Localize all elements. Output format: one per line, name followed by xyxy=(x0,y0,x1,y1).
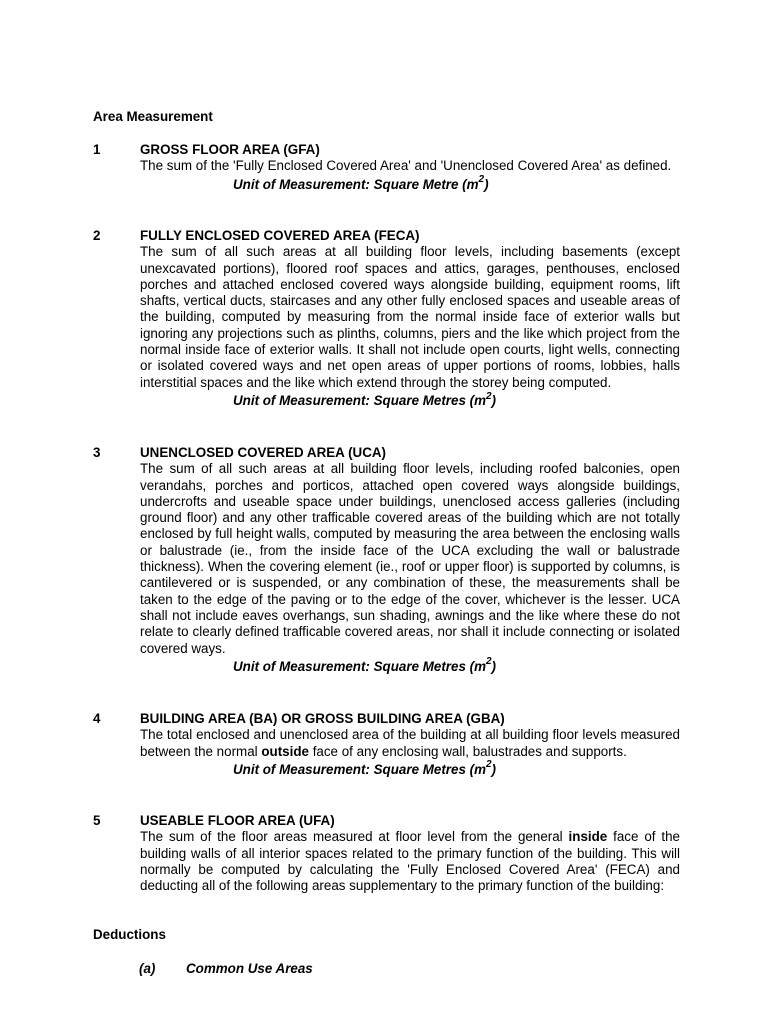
section-text xyxy=(140,829,680,894)
deduction-item xyxy=(139,961,313,977)
section-heading: USEABLE FLOOR AREA (UFA) xyxy=(140,813,335,828)
section-text xyxy=(140,158,680,174)
section-number: 5 xyxy=(93,813,101,828)
section-number: 4 xyxy=(93,711,101,726)
section-text xyxy=(140,727,680,760)
unit-superscript: 2 xyxy=(478,174,485,186)
unit-superscript: 2 xyxy=(485,656,492,668)
section-text-emphasis: outside xyxy=(261,743,309,759)
section-number: 2 xyxy=(93,228,101,243)
section-body xyxy=(140,813,680,894)
section-body xyxy=(140,142,680,193)
section-number: 1 xyxy=(93,142,101,157)
unit-superscript: 2 xyxy=(485,759,492,771)
section-body xyxy=(140,228,680,409)
unit-of-measurement xyxy=(233,174,680,193)
unit-label: Unit of Measurement: Square Metre (m xyxy=(233,176,479,192)
section-text-part: The sum of the 'Fully Enclosed Covered Area' and 'Unenclosed Covered Area' as defined. xyxy=(140,158,672,174)
unit-label: Unit of Measurement: Square Metres (m xyxy=(233,392,486,408)
section-text-part: The sum of all such areas at all building floor levels, including basements (except unexcavated portions), floored roof spaces and attics, garages, penthouses, enclosed porches and attached enclosed covered ways alongside building, equipment rooms, lift shafts, vertical ducts, staircases and any other fully enclosed spaces and useable areas of the building, computed by measuring from the normal inside face of exterior walls but ignoring any projections such as plinths, columns, piers and the like which project from the normal inside face of exterior walls. It shall not include open courts, light wells, connecting or isolated covered ways and net open areas of upper portions of rooms, lobbies, halls interstitial spaces and the like which extend through the storey being computed. xyxy=(140,244,680,390)
section-number: 3 xyxy=(93,445,101,460)
unit-label: Unit of Measurement: Square Metres (m xyxy=(233,761,486,777)
deduction-item-label: Common Use Areas xyxy=(186,961,313,976)
deductions-title: Deductions xyxy=(93,927,166,942)
section-heading: FULLY ENCLOSED COVERED AREA (FECA) xyxy=(140,228,420,243)
section-text-part: The sum of all such areas at all building floor levels, including roofed balconies, open verandahs, porches and porticos, attached open covered ways alongside buildings, undercrofts and useable space under buildings, unenclosed access galleries (including ground floor) and any other trafficable covered areas of the building which are not totally enclosed by full height walls, computed by measuring the area between the enclosing walls or balustrade (ie., from the inside face of the UCA excluding the wall or balustrade thickness). When the covering element (ie., roof or upper floor) is supported by columns, is cantilevered or is suspended, or any combination of these, the measurements shall be taken to the edge of the paving or to the edge of the cover, whichever is the lesser. UCA shall not include eaves overhangs, sun shading, awnings and the like where these do not relate to clearly defined trafficable covered areas, nor shall it include connecting or isolated covered ways. xyxy=(140,461,680,656)
section-body xyxy=(140,445,680,675)
section-text-part: face of the building walls of all interior spaces related to the primary function of the building. This will normally be computed by calculating the 'Fully Enclosed Covered Area' (FECA) and deducting all of the following areas supplementary to the primary function of the building: xyxy=(140,829,680,894)
section-text xyxy=(140,461,680,657)
document-title: Area Measurement xyxy=(93,109,213,124)
section-text-part: The sum of the floor areas measured at floor level from the general xyxy=(140,829,569,845)
section-heading: UNENCLOSED COVERED AREA (UCA) xyxy=(140,445,386,460)
section-text-part: The total enclosed and unenclosed area of the building at all building floor levels measured between the normal xyxy=(140,727,680,759)
unit-of-measurement xyxy=(233,390,680,409)
unit-of-measurement xyxy=(233,759,680,778)
unit-close: ) xyxy=(491,761,497,777)
unit-of-measurement xyxy=(233,656,680,675)
section-text-emphasis: inside xyxy=(568,829,608,845)
unit-superscript: 2 xyxy=(485,390,492,402)
section-text xyxy=(140,244,680,391)
unit-close: ) xyxy=(491,392,497,408)
section-body xyxy=(140,711,680,778)
unit-close: ) xyxy=(491,658,497,674)
unit-close: ) xyxy=(484,176,489,192)
unit-label: Unit of Measurement: Square Metres (m xyxy=(233,658,486,674)
section-heading: GROSS FLOOR AREA (GFA) xyxy=(140,142,320,157)
section-text-part: face of any enclosing wall, balustrades and supports. xyxy=(308,743,627,759)
section-heading: BUILDING AREA (BA) OR GROSS BUILDING AREA (GBA) xyxy=(140,711,505,726)
deduction-item-letter: (a) xyxy=(139,961,156,976)
